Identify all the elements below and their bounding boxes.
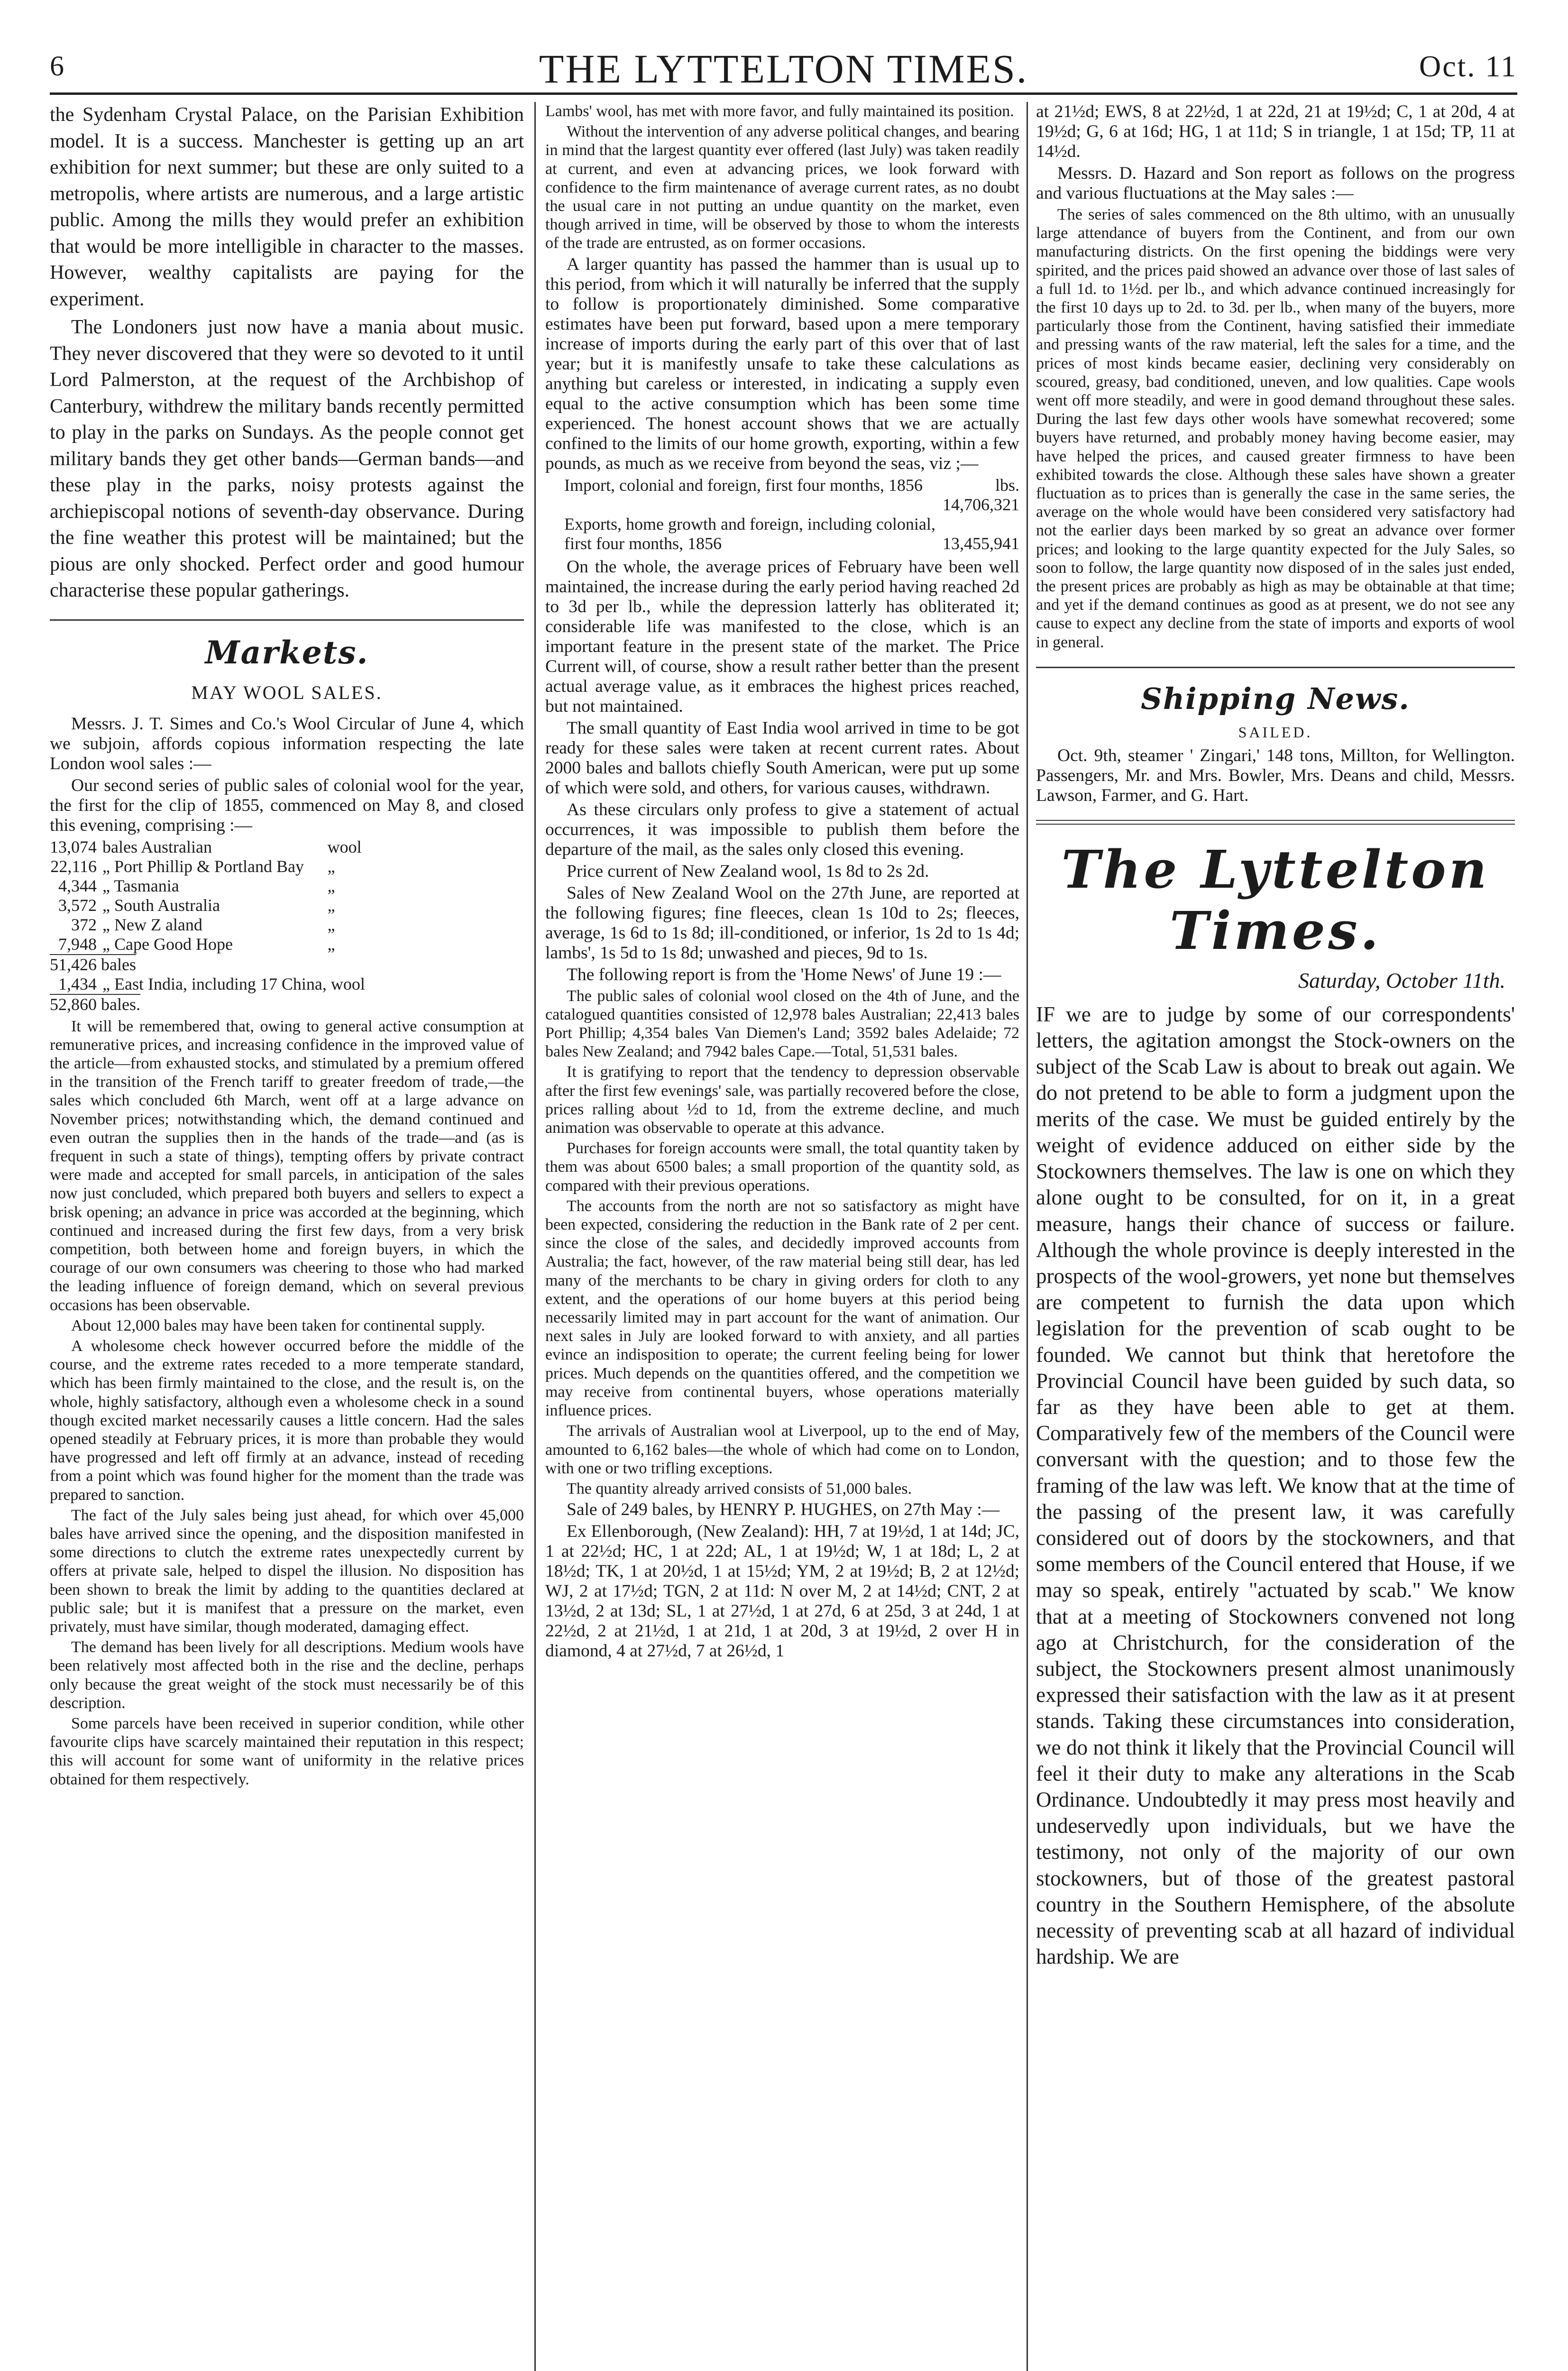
article-paragraph: Messrs. D. Hazard and Son report as follows on the progress and various fluctuations at the May sales :—	[1036, 164, 1515, 203]
article-paragraph: Sales of New Zealand Wool on the 27th June, are reported at the following figures; fine fleeces, clean 1s 10d to 2s; fleeces, average, 1s 6d to 1s 8d; ill-conditioned, or inferior, 1s 2d to 1s 4d; lambs', 1s 5d to 1s 8d; unwashed and pieces, 9d to 1s.	[545, 883, 1019, 963]
table-cell: wool	[327, 837, 362, 856]
table-row	[545, 476, 1019, 515]
article-paragraph: Ex Ellenborough, (New Zealand): HH, 7 at 19½d, 1 at 14d; JC, 1 at 22½d; HC, 1 at 22d; AL, 1 at 19½d; W, 1 at 18d; L, 2 at 18½d; TK, 1 at 20½d, 1 at 15½d; YM, 2 at 19½d; B, 2 at 12½d; WJ, 2 at 17½d; TGN, 2 at 11d: N over M, 2 at 14½d; CNT, 2 at 13½d, 2 at 13d; SL, 1 at 27½d, 1 at 27d, 6 at 25d, 3 at 24d, 1 at 22½d, 2 at 21½d, 1 at 21d, 1 at 20d, 3 at 19½d, 2 over H in diamond, 4 at 27½d, 7 at 26½d, 1	[545, 1522, 1019, 1661]
article-paragraph: the Sydenham Crystal Palace, on the Parisian Exhibition model. It is a success. Manchester is getting up an art exhibition for next summer; but these are only suited to a metropolis, where artists are numerous, and a large artistic public. Among the mills they would prefer an exhibition that would be more intelligible in character to the masses. However, wealthy capitalists are paying for the experiment.	[50, 104, 524, 310]
table-cell: „	[327, 876, 335, 895]
column-3	[1036, 102, 1515, 2371]
table-cell: „ New Z aland	[102, 915, 202, 934]
article-paragraph: A wholesome check however occurred before the middle of the course, and the extreme rates receded to a more temperate standard, which has been firmly maintained to the close, and the result is, on the whole, highly satisfactory, although even a wholesome check in a sound though excited market necessarily causes a little concern. Had the sales opened steadily at February prices, it is more than probable they would have progressed and left off firmly at an advance, instead of receding from a point which was found higher for the moment than the trade was prepared to sanction.	[50, 1337, 524, 1504]
table-row	[50, 837, 371, 857]
table-cell: „ East India, including 17 China, wool	[102, 974, 365, 993]
wool-subtotal: 51,426 bales	[50, 955, 136, 974]
column-rule-left	[534, 102, 536, 2371]
table-cell: 7,948	[58, 934, 97, 954]
column-1	[50, 102, 524, 2371]
table-cell: „	[327, 856, 335, 876]
article-paragraph: Sale of 249 bales, by HENRY P. HUGHES, on 27th May :—	[567, 1500, 1000, 1520]
table-row	[50, 876, 371, 896]
table-row	[50, 935, 371, 954]
article-paragraph: Price current of New Zealand wool, 1s 8d to 2s 2d.	[567, 861, 929, 881]
table-cell: 13,074	[50, 837, 97, 856]
table-row	[50, 974, 371, 994]
article-paragraph: Without the intervention of any adverse political changes, and bearing in mind that the largest quantity ever offered (last July) was taken readily at current, and even at advancing prices, we look forward with confidence to the firm maintenance of average current rates, as no doubt the usual care in not putting an undue quantity on the market, even though arrived in time, will be observed by those to whom the interests of the trade are entrusted, as on former occasions.	[545, 123, 1019, 252]
table-cell: „	[327, 934, 335, 954]
article-paragraph: The Londoners just now have a mania about music. They never discovered that they were so devoted to it until Lord Palmerston, at the request of the Archbishop of Canterbury, withdrew the military bands recently permitted to play in the parks on Sundays. As the people connot get military bands they get other bands—German bands—and these play in the parks, noisy protests against the archiepiscopal notions of seventh-day observance. During the fine weather this protest will be maintained; but the pious are only shocked. Perfect order and good humour characterise these popular gatherings.	[50, 316, 524, 601]
article-paragraph: Some parcels have been received in superior condition, while other favourite clips have scarcely maintained their reputation in this respect; this will account for some want of uniformity in the relative prices obtained for them respectively.	[50, 1715, 524, 1788]
table-cell: 22,116	[50, 856, 97, 876]
masthead	[50, 45, 1517, 95]
table-cell: 14,706,321	[943, 495, 1019, 514]
page-number: 6	[50, 50, 64, 82]
article-paragraph: Our second series of public sales of colonial wool for the year, the first for the clip of 1855, commenced on May 8, and closed this evening, comprising :—	[50, 775, 524, 835]
table-cell: 372	[71, 915, 97, 934]
article-paragraph: It will be remembered that, owing to general active consumption at remunerative prices, and increasing confidence in the improved value of the article—from exhausted stocks, and stimulated by a premium offered in the transition of the French tariff to greater freedom of trade,—the sales which concluded 6th March, went off at a large advance on November prices; notwithstanding which, the demand continued and even outran the supplies then in the hands of the trade—and (as is frequent in such a state of things), tempting offers by private contract were made and accepted for small parcels, in anticipation of the sales now just concluded, which prepared both buyers and sellers to expect a brisk opening; an advance in price was accorded at the beginning, which continued and increased during the first few days, from a very brisk competition, both between home and foreign buyers, in which the courage of our own consumers was cheering to those who had marked the leading influence of foreign demand, which on several previous occasions has been observable.	[50, 1017, 524, 1314]
shipping-news-heading: Shipping News.	[1141, 681, 1410, 716]
table-cell: 3,572	[58, 895, 97, 915]
section-divider	[1036, 820, 1515, 825]
table-cell: „	[327, 895, 335, 915]
table-row	[545, 515, 1019, 553]
wool-total: 52,860 bales.	[50, 994, 140, 1014]
table-cell: bales Australian	[102, 837, 212, 856]
sailed-heading: SAILED.	[1238, 723, 1313, 741]
article-paragraph: The quantity already arrived consists of 51,000 bales.	[567, 1480, 912, 1498]
table-cell: „ Port Phillip & Portland Bay	[102, 856, 304, 876]
article-paragraph: The small quantity of East India wool arrived in time to be got ready for these sales were taken at recent current rates. About 2000 bales and ballots chiefly South American, were put up some of which were sold, and others, for various causes, withdrawn.	[545, 718, 1019, 798]
table-cell: 1,434	[58, 974, 97, 993]
table-cell: Exports, home growth and foreign, including colonial, first four months, 1856	[564, 514, 935, 553]
table-row	[50, 896, 371, 915]
markets-heading: Markets.	[205, 634, 369, 671]
column-rule-right	[1027, 102, 1028, 2371]
article-paragraph: The arrivals of Australian wool at Liverpool, up to the end of May, amounted to 6,162 bales—the whole of which had come on to London, with one or two trifling exceptions.	[545, 1422, 1019, 1477]
article-paragraph: at 21½d; EWS, 8 at 22½d, 1 at 22d, 21 at 19½d; C, 1 at 20d, 4 at 19½d; G, 6 at 16d; HG, 1 at 11d; S in triangle, 1 at 15d; TP, 11 at 14½d.	[1036, 102, 1515, 161]
article-paragraph: On the whole, the average prices of February have been well maintained, the increase during the early period having reached 2d to 3d per lb., while the depression latterly has obliterated it; considerable life was manifested to the close, which is an important feature in the present state of the market. The Price Current will, of course, show a result rather better than the present actual average value, as it embraces the highest prices reached, but not maintained.	[545, 557, 1019, 716]
article-paragraph: The fact of the July sales being just ahead, for which over 45,000 bales have arrived since the opening, and the disposition manifested in some directions to clutch the extreme rates unexpectedly current by offers at private sale, helped to dispel the illusion. No disposition has been shown to break the limit by adding to the quantities declared at public sale; but it is manifest that a pressure on the market, even privately, must have similar, though moderated, damaging effect.	[50, 1506, 524, 1636]
article-paragraph: The accounts from the north are not so satisfactory as might have been expected, considering the reduction in the Bank rate of 2 per cent. since the close of the sales, and decidedly improved accounts from Australia; the fact, however, of the raw material being still dear, has led many of the merchants to be chary in giving orders for cloth to any extent, and the operations of our home buyers at this period being necessarily limited may in part account for the want of animation. Our next sales in July are looked forward to with anxiety, and all parties evince an indisposition to operate; the current feeling being for lower prices. Much depends on the quantities offered, and the competition we may receive from continental buyers, whose operations materially influence prices.	[545, 1197, 1019, 1420]
column-2	[545, 102, 1019, 2371]
editorial-paragraph: IF we are to judge by some of our correspondents' letters, the agitation amongst the Stock-owners on the subject of the Scab Law is about to break out again. We do not pretend to be able to form a judgment upon the merits of the case. We must be guided entirely by the weight of evidence adduced on either side by the Stockowners themselves. The law is one on which they alone ought to be consulted, for on it, in a great measure, hangs their chance of success or failure. Although the whole province is deeply interested in the prospects of the wool-growers, yet none but themselves are competent to furnish the data upon which legislation for the prevention of scab ought to be founded. We cannot but think that heretofore the Provincial Council have been guided by such data, so far as they have been able to get at them. Comparatively few of the members of the Council were conversant with the question; and to those few the framing of the law was left. We know that at the time of the passing of the present law, it was carefully considered out of doors by the stockowners, and that some members of the Council entered that House, if we may so speak, entirely "actuated by scab." We know that at a meeting of Stockowners convened not long ago at Christchurch, for the consideration of the subject, the Stockowners present almost unanimously expressed their satisfaction with the law as it at present stands. Taking these circumstances into consideration, we do not think it likely that the Provincial Council will feel it their duty to make any alterations in the Scab Ordinance. Undoubtedly it may press most heavily and undeservedly upon individuals, but we have the testimony, not only of the majority of our own stockowners, but of those of the greatest pastoral country in the Southern Hemisphere, of the absolute necessity of preventing scab at all hazard of individual hardship. We are	[1036, 1002, 1515, 1969]
table-row	[50, 954, 371, 974]
article-paragraph: Oct. 9th, steamer ' Zingari,' 148 tons, Millton, for Wellington. Passengers, Mr. and Mrs. Bowler, Mrs. Deans and child, Messrs. Lawson, Farmer, and G. Hart.	[1036, 745, 1515, 805]
article-paragraph: The demand has been lively for all descriptions. Medium wools have been relatively most affected both in the rise and the decline, perhaps only because the great weight of the stock must necessarily be of this description.	[50, 1638, 524, 1712]
article-paragraph: It is gratifying to report that the tendency to depression observable after the first few evenings' sale, was partially recovered before the close, prices ralling about ½d to 1d, from the extreme decline, and much animation was observable to operate at this advance.	[545, 1063, 1019, 1137]
table-cell: „ Tasmania	[102, 876, 179, 895]
article-paragraph: About 12,000 bales may have been taken for continental supply.	[71, 1316, 486, 1334]
article-paragraph: Purchases for foreign accounts were small, the total quantity taken by them was about 6500 bales; a small proportion of the quantity sold, as compared with their previous operations.	[545, 1140, 1019, 1195]
table-cell: „ South Australia	[102, 895, 220, 915]
newspaper-title: THE LYTTELTON TIMES.	[539, 46, 1028, 92]
article-paragraph: The following report is from the 'Home News' of June 19 :—	[567, 965, 1001, 984]
wool-sales-table	[50, 837, 371, 1014]
article-paragraph: Messrs. J. T. Simes and Co.'s Wool Circular of June 4, which we subjoin, affords copious information respecting the late London wool sales :—	[50, 714, 524, 773]
section-divider	[1036, 667, 1515, 668]
unit-label: lbs.	[995, 475, 1019, 495]
editorial-dateline: Saturday, October 11th.	[1298, 968, 1505, 993]
import-export-table	[545, 476, 1019, 553]
article-paragraph: The public sales of colonial wool closed on the 4th of June, and the catalogued quantities consisted of 12,978 bales Australian; 22,413 bales Port Phillip; 4,354 bales Van Diemen's Land; 3592 bales Adelaide; 72 bales New Zealand; and 7942 bales Cape.—Total, 51,531 bales.	[545, 987, 1019, 1061]
article-paragraph: The series of sales commenced on the 8th ultimo, with an unusually large attendance of buyers from the Continent, and from our own manufacturing districts. On the first opening the biddings were very spirited, and the prices paid showed an advance over those of last sales of a full 1d. to 1½d. per lb., and which advance continued increasingly for the first 10 days up to 2d. to 3d. per lb., when many of the buyers, more particularly those from the Continent, having satisfied their immediate and pressing wants of the raw material, left the sales for a time, and the prices of most kinds became easier, declining very considerably on scoured, greasy, bad conditioned, uneven, and low qualities. Cape wools went off more steadily, and were in good demand throughout these sales. During the last few days other wools have somewhat recovered; some buyers have returned, and probably money having become easier, may have helped the prices, and caused greater firmness to have been exhibited towards the close. Although these sales have shown a greater fluctuation as to prices than is generally the case in the same series, the average on the whole would have been considered very satisfactory had not the earlier days been marked by so great an advance over former prices; and looking to the large quantity expected for the July Sales, so soon to follow, the large quantity now disposed of in the sales just ended, the present prices are probably as high as may be obtainable at that time; and yet if the demand continues as good as at present, we do not see any cause to expect any decline from the state of imports and exports of wool in general.	[1036, 206, 1515, 651]
issue-date: Oct. 11	[1419, 49, 1517, 83]
table-cell: „	[327, 915, 335, 934]
article-paragraph: A larger quantity has passed the hammer than is usual up to this period, from which it will naturally be inferred that the supply to follow is proportionately diminished. Some comparative estimates have been put forward, based upon a mere temporary increase of imports during the early part of this over that of last year; but it is manifestly unsafe to take these calculations as anything but careless or interested, in indicating a supply even equal to the active consumption which has been some time experienced. The honest account shows that we are actually confined to the limits of our home growth, exporting, within a few pounds, as much as we receive from beyond the seas, viz ;—	[545, 254, 1019, 473]
wool-sales-heading: MAY WOOL SALES.	[191, 681, 383, 703]
table-cell: 13,455,941	[943, 533, 1019, 553]
table-row	[50, 994, 371, 1014]
table-row	[50, 915, 371, 935]
article-paragraph: Lambs' wool, has met with more favor, and fully maintained its position.	[545, 102, 1014, 120]
article-paragraph: As these circulars only profess to give a statement of actual occurrences, it was impossible to publish them before the departure of the mail, as the sales only closed this evening.	[545, 800, 1019, 859]
table-row	[50, 857, 371, 876]
table-cell: 4,344	[58, 876, 97, 895]
table-cell: „ Cape Good Hope	[102, 934, 233, 954]
section-divider	[50, 619, 524, 621]
table-cell: Import, colonial and foreign, first four months, 1856	[564, 475, 923, 495]
editorial-heading: The Lyttelton Times.	[1061, 838, 1490, 961]
